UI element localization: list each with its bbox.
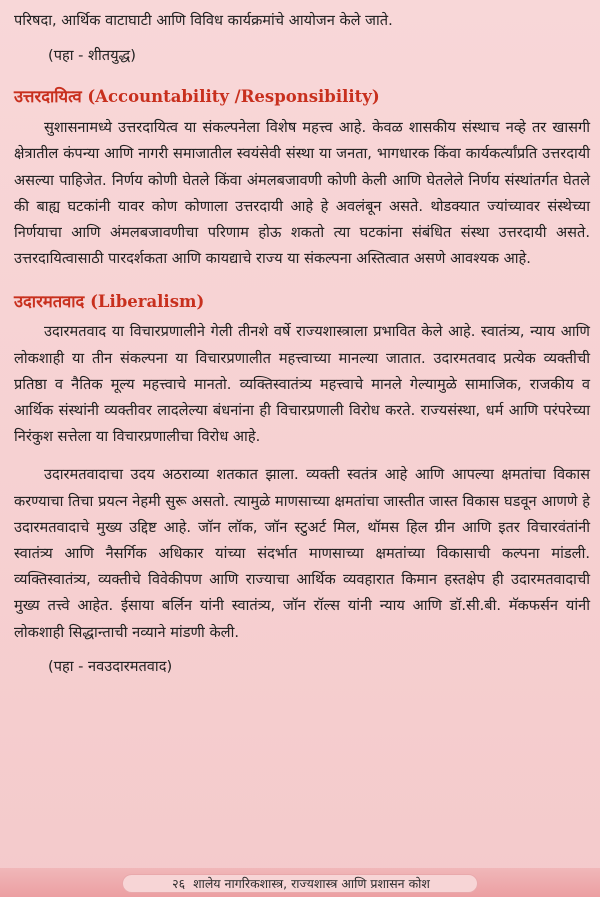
heading-marathi: उदारमतवाद	[14, 292, 85, 312]
footer-text	[123, 875, 479, 894]
page-content	[14, 6, 590, 680]
book-title: शालेय नागरिकशास्त्र, राज्यशास्त्र आणि प्रशासन कोश	[193, 876, 430, 891]
page-number: २६	[172, 876, 186, 891]
continued-paragraph: परिषदा, आर्थिक वाटाघाटी आणि विविध कार्यक्रमांचे आयोजन केले जाते.	[14, 12, 393, 29]
section-heading-liberalism	[14, 290, 590, 314]
section-heading-accountability	[14, 85, 590, 109]
heading-english: (Accountability /Responsibility)	[87, 87, 380, 107]
liberalism-paragraph-2: उदारमतवादाचा उदय अठराव्या शतकात झाला. व्यक्ती स्वतंत्र आहे आणि आपल्या क्षमतांचा विकास करण्याचा तिचा प्रयत्न नेहमी सुरू असतो. त्यामुळे माणसाच्या क्षमतांचा जास्तीत जास्त विकास घडवून आणणे हे उदारमतवादाचे मुख्य उद्दिष्ट आहे. जॉन लॉक, जॉन स्टुअर्ट मिल, थॉमस हिल ग्रीन आणि इतर विचारवंतांनी स्वातंत्र्य आणि नैसर्गिक अधिकार यांच्या संदर्भात माणसाच्या क्षमतांच्या विकासाची कल्पना मांडली. व्यक्तिस्वातंत्र्य, व्यक्तीचे विवेकीपण आणि राज्याचा आर्थिक व्यवहारात किमान हस्तक्षेप ही उदारमतवादाची मुख्य तत्त्वे आहेत. ईसाया बर्लिन यांनी स्वातंत्र्य, जॉन रॉल्स यांनी न्याय आणि डॉ.सी.बी. मॅकफर्सन यांनी लोकशाही सिद्धान्ताची नव्याने मांडणी केली.	[14, 466, 590, 641]
accountability-paragraph: सुशासनामध्ये उत्तरदायित्व या संकल्पनेला विशेष महत्त्व आहे. केवळ शासकीय संस्थाच नव्हे तर खासगी क्षेत्रातील कंपन्या आणि नागरी समाजातील स्वयंसेवी संस्था या जनता, भागधारक किंवा कार्यकर्त्यांप्रति उत्तरदायी असल्या पाहिजेत. निर्णय कोणी घेतले किंवा अंमलबजावणी कोणी केली आणि घेतलेले निर्णय संस्थांतर्गत घेतले की बाह्य घटकांनी यावर कोण कोणाला उत्तरदायी आहे हे अवलंबून असते. थोडक्यात ज्यांच्यावर संस्थेच्या निर्णयाचा आणि अंमलबजावणीचा परिणाम होऊ शकतो त्या घटकांना संबंधित संस्था उत्तरदायी असते. उत्तरदायित्वासाठी पारदर्शकता आणि कायद्याचे राज्य या संकल्पना अस्तित्वात असणे आवश्यक आहे.	[14, 119, 590, 268]
footer-label	[122, 874, 478, 893]
heading-marathi: उत्तरदायित्व	[14, 87, 82, 107]
heading-english: (Liberalism)	[90, 292, 205, 312]
see-also-reference: (पहा - नवउदारमतवाद)	[48, 657, 173, 675]
see-also-reference: (पहा - शीतयुद्ध)	[48, 47, 136, 65]
page-footer	[0, 868, 600, 897]
liberalism-paragraph-1: उदारमतवाद या विचारप्रणालीने गेली तीनशे वर्षे राज्यशास्त्राला प्रभावित केले आहे. स्वातंत्र्य, न्याय आणि लोकशाही या तीन संकल्पना या विचारप्रणालीत महत्त्वाच्या मानल्या जातात. उदारमतवाद प्रत्येक व्यक्तीची प्रतिष्ठा व नैतिक मूल्य महत्त्वाचे मानतो. व्यक्तिस्वातंत्र्य महत्त्वाचे मानले गेल्यामुळे सामाजिक, राजकीय व आर्थिक संस्थांनी व्यक्तीवर लादलेल्या बंधनांना ही विचारप्रणाली विरोध करते. राज्यसंस्था, धर्म आणि परंपरेच्या निरंकुश सत्तेला या विचारप्रणालीचा विरोध आहे.	[14, 323, 590, 446]
